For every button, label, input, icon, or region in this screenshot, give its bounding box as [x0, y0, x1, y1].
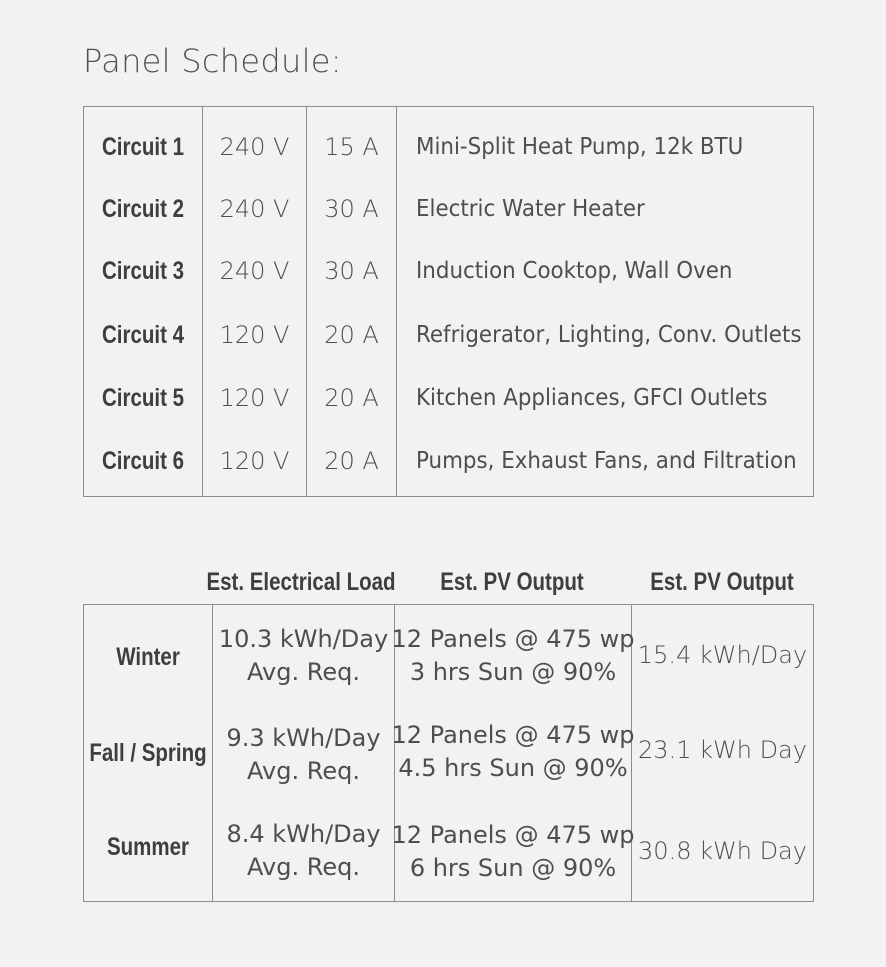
circuit-voltage: 120 V: [219, 384, 290, 412]
circuit-label: Circuit 1: [101, 132, 185, 161]
pv-output-total: 30.8 kWh Day: [638, 837, 807, 865]
circuit-amperage: 30 A: [324, 195, 379, 223]
circuit-voltage: 120 V: [219, 447, 290, 475]
circuit-amperage: 20 A: [324, 447, 379, 475]
circuit-load: Mini-Split Heat Pump, 12k BTU: [416, 134, 744, 160]
circuit-label: Circuit 2: [101, 194, 185, 223]
season-label: Winter: [116, 642, 180, 671]
pv-panels: 12 Panels @ 475 wp: [391, 625, 635, 653]
circuit-amperage: 20 A: [324, 321, 379, 349]
electrical-load-cell: [213, 620, 394, 692]
page-title: Panel Schedule:: [83, 42, 342, 80]
pv-panels: 12 Panels @ 475 wp: [391, 721, 635, 749]
pv-output-cell: [391, 816, 635, 888]
circuit-amperage: 20 A: [324, 384, 379, 412]
circuit-label: Circuit 3: [101, 256, 185, 285]
column-header-pv-output-total: Est. PV Output: [650, 567, 794, 596]
load-value: 10.3 kWh/Day: [218, 625, 389, 653]
season-label: Fall / Spring: [89, 738, 207, 767]
column-header-electrical-load: Est. Electrical Load: [206, 567, 396, 596]
circuit-label: Circuit 6: [101, 446, 185, 475]
pv-output-total: 15.4 kWh/Day: [637, 641, 808, 669]
electrical-load-cell: [213, 719, 394, 791]
circuit-voltage: 120 V: [219, 321, 290, 349]
circuit-voltage: 240 V: [219, 195, 290, 223]
load-note: Avg. Req.: [247, 658, 360, 686]
load-value: 8.4 kWh/Day: [226, 820, 381, 848]
load-note: Avg. Req.: [247, 853, 360, 881]
load-note: Avg. Req.: [247, 757, 360, 785]
pv-panels: 12 Panels @ 475 wp: [391, 821, 635, 849]
circuit-voltage: 240 V: [219, 133, 290, 161]
circuit-load: Electric Water Heater: [416, 196, 645, 222]
pv-output-cell: [391, 716, 635, 788]
circuit-amperage: 30 A: [324, 257, 379, 285]
pv-sun-hours: 4.5 hrs Sun @ 90%: [398, 754, 628, 782]
circuit-amperage: 15 A: [324, 133, 379, 161]
load-value: 9.3 kWh/Day: [226, 724, 381, 752]
circuit-load: Refrigerator, Lighting, Conv. Outlets: [416, 322, 802, 348]
season-label: Summer: [106, 832, 190, 861]
pv-sun-hours: 6 hrs Sun @ 90%: [409, 854, 617, 882]
circuit-load: Kitchen Appliances, GFCI Outlets: [416, 385, 768, 411]
column-divider: [396, 106, 397, 497]
electrical-load-cell: [213, 815, 394, 887]
circuit-label: Circuit 4: [101, 320, 185, 349]
circuit-load: Pumps, Exhaust Fans, and Filtration: [416, 448, 797, 474]
pv-output-total: 23.1 kWh Day: [638, 736, 807, 764]
circuit-label: Circuit 5: [101, 383, 185, 412]
column-header-pv-output: Est. PV Output: [440, 567, 584, 596]
circuit-voltage: 240 V: [219, 257, 290, 285]
circuit-load: Induction Cooktop, Wall Oven: [416, 258, 733, 284]
pv-output-cell: [391, 620, 635, 692]
pv-sun-hours: 3 hrs Sun @ 90%: [409, 658, 617, 686]
